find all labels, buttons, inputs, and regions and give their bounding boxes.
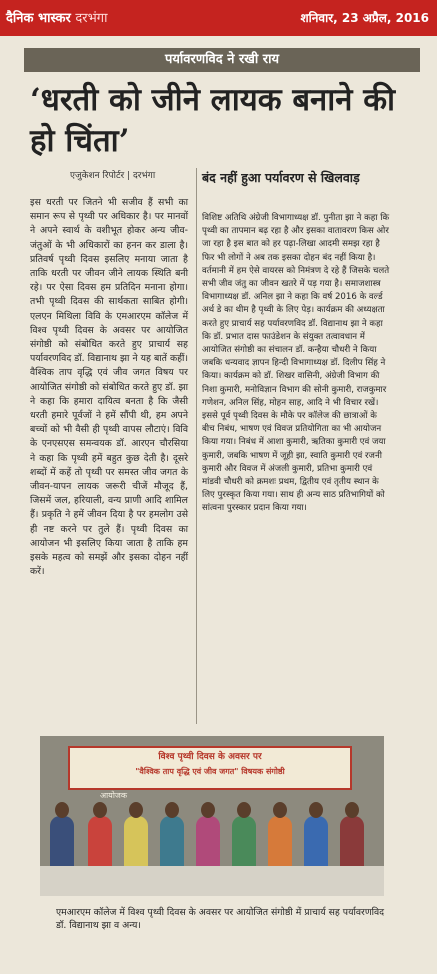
- event-photo: [40, 736, 384, 896]
- article-headline: ‘धरती को जीने लायक बनाने की हो चिंता’: [30, 82, 396, 159]
- person-head: [201, 802, 215, 818]
- photo-banner-line: विश्व पृथ्वी दिवस के अवसर पर: [158, 752, 262, 762]
- dateline: शनिवार, 23 अप्रैल, 2016: [300, 11, 429, 25]
- person-head: [165, 802, 179, 818]
- person-head: [55, 802, 69, 818]
- newspaper-brand: [6, 8, 107, 26]
- article-kicker: पर्यावरणविद ने रखी राय: [24, 48, 420, 72]
- person-head: [93, 802, 107, 818]
- brand-city: दरभंगा: [75, 11, 108, 26]
- person-head: [237, 802, 251, 818]
- photo-caption: एमआरएम कॉलेज में विश्व पृथ्वी दिवस के अवसर पर आयोजित संगोष्ठी में प्राचार्य सह पर्यावरणविद डॉ. विद्यानाथ झा व अन्य।: [56, 907, 385, 931]
- brand-name: दैनिक भास्कर: [6, 11, 71, 26]
- person-head: [273, 802, 287, 818]
- person-head: [345, 802, 359, 818]
- photo-foreground-table: [40, 866, 384, 896]
- masthead: [0, 0, 437, 36]
- photo-banner-line: "वैश्विक ताप वृद्धि एवं जीव जगत" विषयक संगोष्ठी: [135, 767, 285, 776]
- person-head: [129, 802, 143, 818]
- column-divider: [196, 168, 197, 724]
- article-body-left: इस धरती पर जितने भी सजीव हैं सभी का समान रूप से पृथ्वी पर अधिकार है। पर मानवों ने अपने स्वार्थ के वशीभूत होकर अन्य जीव-जंतुओं के भी अधिकारों का हनन कर डाला है। प्रतिवर्ष पृथ्वी दिवस इसलिए मनाया जाता है ताकि धरती पर जीवन जीने लायक स्थिति बनी रहे। पर ऐसा दिवस हम प्रतिदिन मनाना होगा। तभी पृथ्वी दिवस की सार्थकता साबित होगी। एलएन मिथिला विवि के एमआरएम कॉलेज में विश्व पृथ्वी दिवस के अवसर पर आयोजित संगोष्ठी को संबोधित करते हुए प्राचार्य सह पर्यावरणविद डॉ. विद्यानाथ झा ने यह बातें कहीं। वैश्विक ताप वृद्धि एवं जीव जगत विषय पर आयोजित संगोष्ठी को संबोधित करते हुए डॉ. झा ने कहा कि हमारा दायित्व बनता है कि जैसी धरती हमारे पूर्वजों ने हमें सौंपी थी, हम अपने बच्चों को भी वैसी ही पृथ्वी वापस लौटाएं। विवि के एनएसएस समन्वयक डॉ. आरएन चौरसिया ने कहा कि पृथ्वी हमें बहुत कुछ देती है। दूसरे शब्दों में कहें तो पृथ्वी पर समस्त जीव जगत के जीवन-यापन लायक जरूरी चीजें मौजूद हैं, जिसमें जल, हरियाली, वन्य प्राणी आदि शामिल हैं। प्रकृति ने हमें जीवन दिया है पर हमलोग उसे ही नष्ट करने पर तुले हैं। पृथ्वी दिवस का आयोजन भी इसलिए किया जाता है ताकि हम इसके महत्व को समझें और इसका दोहन नहीं करें।: [30, 197, 188, 578]
- photo-banner: [68, 746, 352, 790]
- article-body-right: विशिष्ट अतिथि अंग्रेजी विभागाध्यक्ष डॉ. पुनीता झा ने कहा कि पृथ्वी का तापमान बढ़ रहा है और इसका वातावरण किस ओर जा रहा है इस बात को हर पढ़ा-लिखा आदमी समझ रहा है फिर भी लोगों ने अब तक इसका दोहन बंद नहीं किया है। वर्तमानी में हम ऐसे वायरस को निमंत्रण दे रहे हैं जिसके चलते सभी जीव जंतु का जीवन खतरे में पड़ गया है। समाजशास्त्र विभागाध्यक्ष डॉ. अनिल झा ने कहा कि वर्ष 2016 के वर्ल्ड अर्थ डे का थीम है पृथ्वी के लिए पेड़। कार्यक्रम की अध्यक्षता करते हुए प्राचार्य सह पर्यावरणविद डॉ. विद्यानाथ झा ने कहा कि डॉ. प्रभात दास फाउंडेशन के संयुक्त तत्वावधान में आयोजित संगोष्ठी का संचालन डॉ. कन्हैया चौधरी ने किया जबकि धन्यवाद ज्ञापन हिन्दी विभागाध्यक्ष डॉ. दिलीप सिंह ने किया। कार्यक्रम को डॉ. शिखर वासिनी, अंग्रेजी विभाग की निशा कुमारी, मनोविज्ञान विभाग की सोनी कुमारी, राजकुमार गणेशन, अनिल सिंह, मोहन साह, आदि ने भी विचार रखें। इससे पूर्व पृथ्वी दिवस के मौके पर कॉलेज की छात्राओं के बीच निबंध, भाषण एवं विवज प्रतियोगिता का भी आयोजन किया गया। निबंध में आशा कुमारी, ऋतिका कुमारी एवं जया कुमारी, जबकि भाषण में जूही झा, स्वाति कुमारी एवं रजनी कुमारी और विवज में अंजली कुमारी, प्रतिभा कुमारी एवं मांडवी चौधरी को क्रमशः प्रथम, द्वितीय एवं तृतीय स्थान के लिए पुरस्कृत किया गया। साथ ही अन्य साठ प्रतिभागियों को सांत्वना पुरस्कार प्रदान किया गया।: [202, 213, 390, 514]
- article-byline: एजुकेशन रिपोर्टर | दरभंगा: [70, 171, 156, 181]
- article-subhead: बंद नहीं हुआ पर्यावरण से खिलवाड़: [202, 170, 360, 185]
- person-head: [309, 802, 323, 818]
- photo-banner-organiser: आयोजक: [100, 791, 127, 800]
